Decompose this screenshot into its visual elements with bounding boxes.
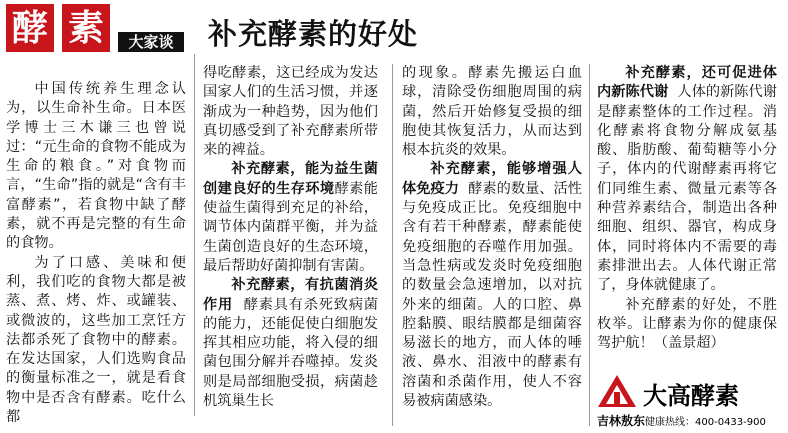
paragraph: 补充酵素的好处，不胜枚举。让酵素为你的健康保驾护航！（盖景超） bbox=[597, 296, 777, 352]
article-column-2 bbox=[203, 64, 378, 411]
brand-logo-icon bbox=[597, 374, 637, 408]
brand-block bbox=[597, 374, 783, 430]
paragraph: 为了口感、美味和便利，我们吃的食物大都是被蒸、煮、烤、炸、或罐装、或微波的，这些加工烹饪方法都杀死了食物中的酵素。在发达国家，人们选购食品的衡量标准之一，就是看食物中是否含有酵素。吃什么都 bbox=[6, 254, 186, 426]
article-column-4 bbox=[597, 64, 777, 353]
column-divider bbox=[194, 54, 195, 416]
logo-tag: 大家谈 bbox=[118, 32, 184, 52]
column-divider bbox=[392, 64, 393, 426]
hotline-label: 健康热线： bbox=[645, 417, 696, 428]
company-name: 吉林敖东 bbox=[597, 414, 646, 428]
hotline-number: 400-0433-900 bbox=[695, 417, 766, 428]
column-divider bbox=[589, 64, 590, 426]
paragraph: 酵素的数量、活性与免疫成正比。免疫细胞中含有若干种酵素，酵素能使免疫细胞的吞噬作用加强。当急性病或发炎时免疫细胞的数量会急速增加，以对抗外来的细菌。人的口腔、鼻腔黏膜、眼结膜都是细菌容易滋长的地方，而人体的唾液、鼻水、泪液中的酵素有溶菌和杀菌作用，使人不容易被病菌感染。 bbox=[402, 180, 582, 410]
paragraph: 中国传统养生理念认为，以生命补生命。日本医学博士三木谦三也曾说过：“元生命的食物不能成为生命的粮食。”对食物而言，“生命”指的就是“含有丰富酵素”，若食物中缺了酵素，就不再是完整的有生命的食物。 bbox=[6, 81, 186, 252]
article-column-3 bbox=[402, 64, 582, 411]
article-column-1 bbox=[6, 80, 186, 427]
paragraph: 人体的新陈代谢是酵素整体的工作过程。消化酵素将食物分解成氨基酸、脂肪酸、葡萄糖等小分子，体内的代谢酵素再将它们同维生素、微量元素等各种营养素结合，制造出各种细胞、组织、器官，构成身体，同时将体内不需要的毒素排泄出去。人体代谢正常了，身体就健康了。 bbox=[597, 84, 777, 294]
section-heading: 补充酵素，能够增强人体免疫力 bbox=[402, 161, 582, 197]
logo-char-1: 酵 bbox=[6, 4, 54, 52]
section-heading: 补充酵素，有抗菌消炎作用 bbox=[203, 277, 378, 313]
paragraph: 得吃酵素，这已经成为发达国家人们的生活习惯，并逐渐成为一种趋势，因为他们真切感受到了补充酵素所带来的裨益。 bbox=[203, 65, 378, 159]
article-title: 补充酵素的好处 bbox=[208, 17, 419, 51]
section-heading: 补充酵素，能为益生菌创建良好的生存环境 bbox=[203, 161, 378, 197]
column-logo bbox=[6, 4, 184, 52]
logo-char-2: 素 bbox=[62, 4, 110, 52]
paragraph: 酵素具有杀死致病菌的能力，还能促使白细胞发挥其相应功能，将入侵的细菌包围分解并吞噬掉。发炎则是局部细胞受损，病菌趁机筑巢生长 bbox=[203, 296, 378, 410]
section-heading: 补充酵素，还可促进体内新陈代谢 bbox=[597, 65, 777, 101]
brand-contact bbox=[597, 412, 766, 429]
brand-name: 大高酵素 bbox=[643, 381, 739, 410]
paragraph: 的现象。酵素先搬运白血球，清除受伤细胞周围的病菌，然后开始修复受损的细胞使其恢复活力，从而达到根本抗炎的效果。 bbox=[402, 65, 582, 159]
paragraph: 酵素能使益生菌得到充足的补给，调节体内菌群平衡，并为益生菌创造良好的生态环境，最后帮助好菌抑制有害菌。 bbox=[203, 180, 378, 274]
